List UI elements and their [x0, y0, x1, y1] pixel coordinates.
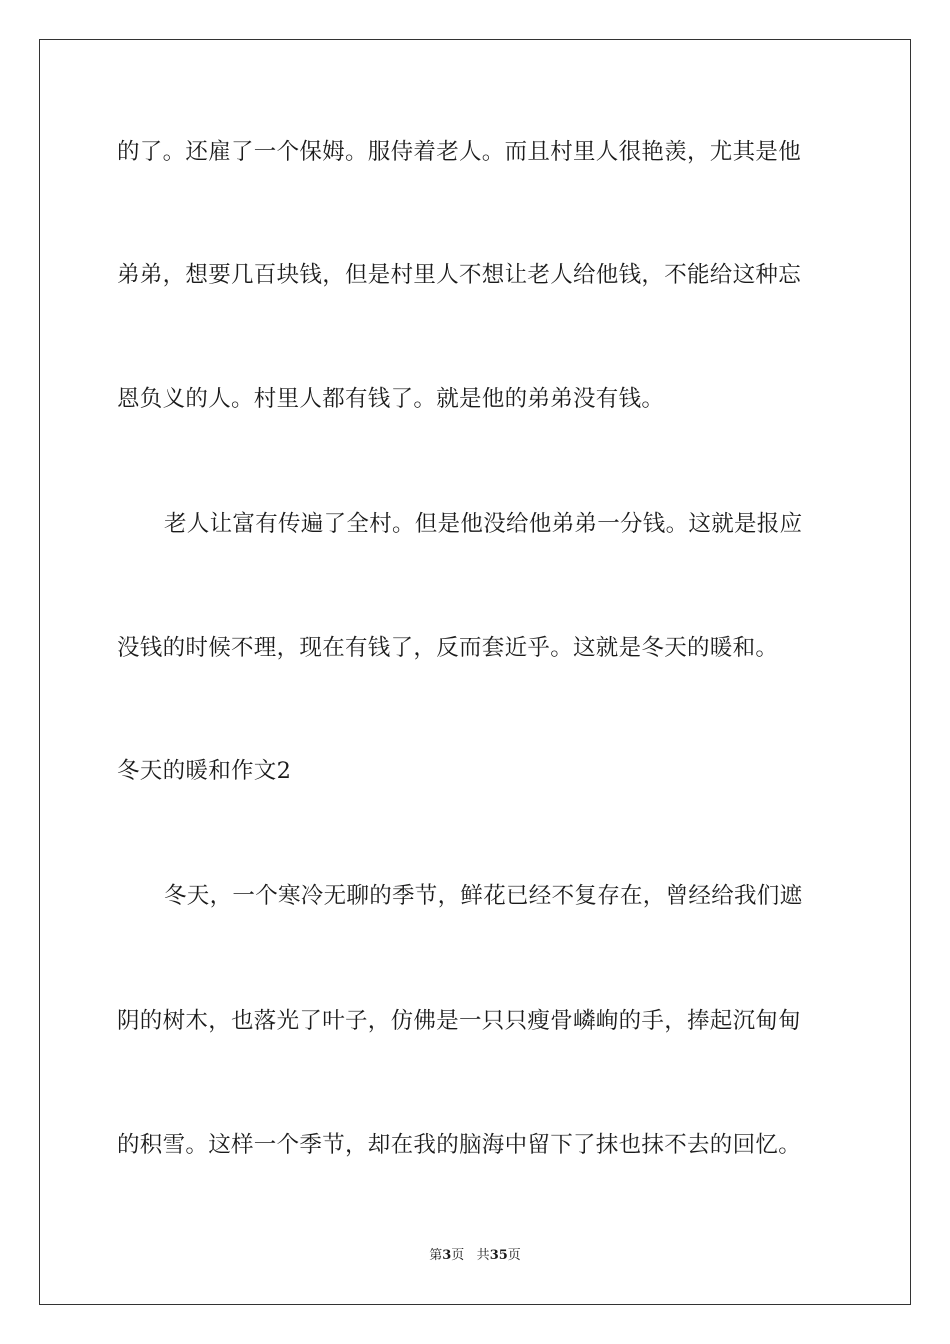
page-border — [39, 39, 911, 1305]
total-suffix: 页 — [507, 1248, 521, 1263]
page-suffix: 页 — [451, 1248, 465, 1263]
paragraph-line: 阴的树木，也落光了叶子，仿佛是一只只瘦骨嶙峋的手，捧起沉甸甸 — [117, 1008, 802, 1034]
paragraph-line: 冬天，一个寒冷无聊的季节，鲜花已经不复存在，曾经给我们遮 — [164, 883, 803, 909]
section-heading: 冬天的暖和作文2 — [117, 758, 292, 784]
total-pages: 35 — [489, 1248, 508, 1263]
paragraph-line: 的了。还雇了一个保姆。服侍着老人。而且村里人很艳羡，尤其是他 — [117, 139, 802, 165]
page-number: 3 — [442, 1248, 452, 1263]
paragraph-line: 弟弟，想要几百块钱，但是村里人不想让老人给他钱，不能给这种忘 — [117, 262, 802, 288]
page-footer — [0, 1247, 950, 1265]
page-prefix: 第 — [429, 1248, 443, 1263]
paragraph-line: 的积雪。这样一个季节，却在我的脑海中留下了抹也抹不去的回忆。 — [117, 1132, 802, 1158]
paragraph-line: 恩负义的人。村里人都有钱了。就是他的弟弟没有钱。 — [117, 386, 665, 412]
total-prefix: 共 — [476, 1248, 490, 1263]
paragraph-line: 没钱的时候不理，现在有钱了，反而套近乎。这就是冬天的暖和。 — [117, 635, 779, 661]
paragraph-line: 老人让富有传遍了全村。但是他没给他弟弟一分钱。这就是报应 — [164, 511, 803, 537]
